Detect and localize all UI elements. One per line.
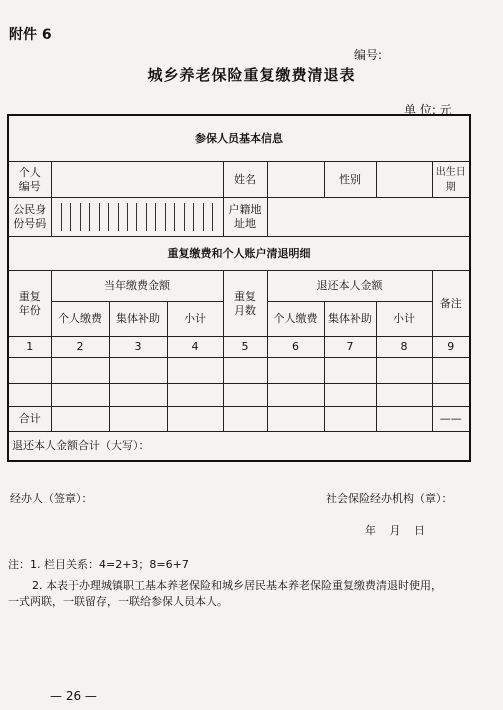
table-row-total — [8, 407, 470, 432]
note-3: 一式两联，一联留存，一联给参保人员本人。 — [8, 595, 228, 608]
col-number: 5 — [223, 337, 267, 358]
page-number: — 26 — — [50, 689, 97, 703]
col-collective-subsidy: 集体补助 — [109, 302, 167, 337]
col-number: 2 — [51, 337, 109, 358]
label-gender-text: 性别 — [339, 172, 361, 186]
serial-number-label: 编号: — [354, 48, 383, 62]
col-refund-personal-pay: 个人缴费 — [267, 302, 324, 337]
col-dup-months — [223, 270, 267, 337]
col-dup-year-text: 重复 年份 — [18, 289, 41, 317]
col-personal-pay: 个人缴费 — [51, 302, 109, 337]
label-name: 姓名 — [223, 162, 267, 197]
field-name[interactable] — [267, 162, 324, 197]
label-gender — [324, 162, 376, 197]
refund-table — [7, 114, 471, 462]
refund-total-uppercase[interactable]: 退还本人金额合计（大写）： — [8, 432, 470, 461]
handler-signature: 经办人（签章）： — [10, 492, 93, 505]
table-row — [8, 384, 470, 407]
note-2: 2. 本表于办理城镇职工基本养老保险和城乡居民基本养老保险重复缴费清退时使用， — [32, 579, 442, 592]
label-total: 合计 — [8, 407, 51, 432]
note-1: 注：1. 栏目关系：4=2+3；8=6+7 — [8, 558, 189, 571]
field-id-no[interactable] — [51, 197, 223, 237]
table-row — [8, 358, 470, 384]
agency-stamp: 社会保险经办机构（章）： — [326, 492, 453, 505]
field-gender[interactable] — [376, 162, 432, 197]
col-subtotal: 小计 — [167, 302, 223, 337]
refund-form — [7, 114, 469, 462]
label-hukou-address — [223, 197, 267, 237]
col-number: 9 — [432, 337, 470, 358]
col-refund-subtotal: 小计 — [376, 302, 432, 337]
col-number: 7 — [324, 337, 376, 358]
attachment-label: 附件 6 — [9, 27, 52, 43]
label-id-no-text: 公民身 份号码 — [13, 203, 47, 231]
label-hukou-address-text: 户籍地 址地 — [228, 203, 262, 231]
label-personal-no-text: 个人 编号 — [18, 165, 41, 193]
col-number: 3 — [109, 337, 167, 358]
date-line: 年 月 日 — [365, 524, 425, 537]
col-number: 6 — [267, 337, 324, 358]
label-id-no — [8, 197, 51, 237]
field-hukou-address[interactable] — [267, 197, 470, 237]
total-remark: —— — [432, 407, 470, 432]
label-birth-date-text: 出生日期 — [435, 166, 466, 193]
col-refund-group: 退还本人金额 — [267, 270, 432, 301]
col-remark: 备注 — [432, 270, 470, 337]
id-digit-boxes — [53, 203, 222, 231]
col-number: 4 — [167, 337, 223, 358]
col-number: 1 — [8, 337, 51, 358]
label-birth-date — [432, 162, 470, 197]
col-dup-months-text: 重复 月数 — [234, 289, 256, 317]
col-number: 8 — [376, 337, 432, 358]
field-personal-no[interactable] — [51, 162, 223, 197]
col-dup-year — [8, 270, 51, 337]
form-title: 城乡养老保险重复缴费清退表 — [147, 66, 356, 84]
col-current-payment-group: 当年缴费金额 — [51, 270, 223, 301]
section-refund-detail: 重复缴费和个人账户清退明细 — [8, 237, 470, 270]
col-refund-collective-subsidy: 集体补助 — [324, 302, 376, 337]
section-basic-info: 参保人员基本信息 — [8, 115, 470, 162]
label-personal-no — [8, 162, 51, 197]
unit-label: 单 位: 元 — [404, 103, 452, 117]
